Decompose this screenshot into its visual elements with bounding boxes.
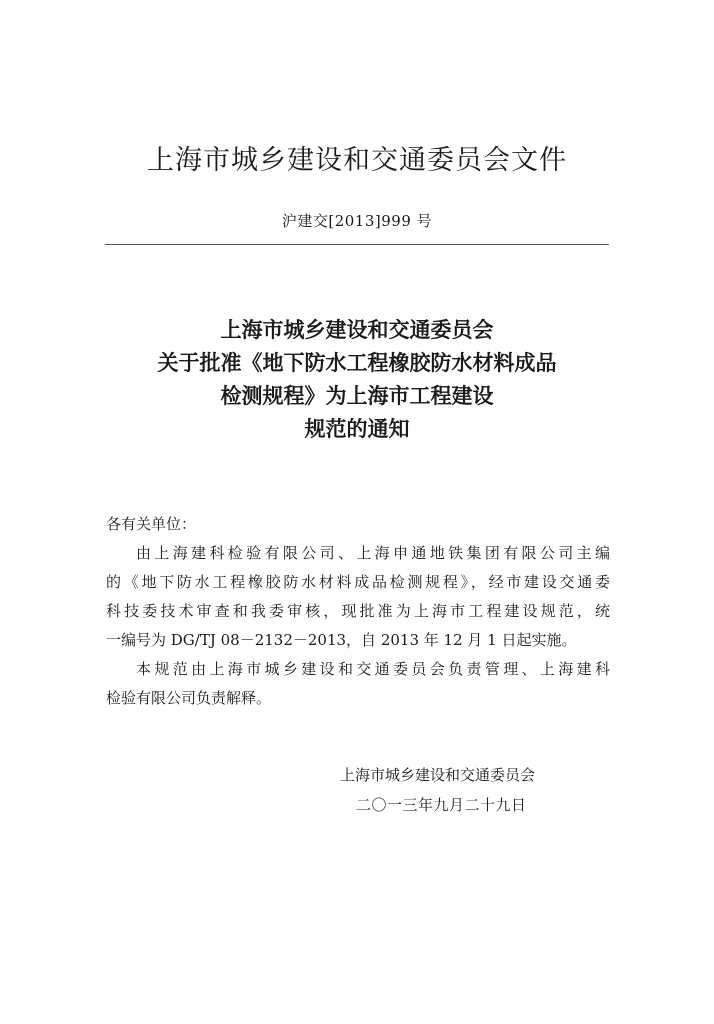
document-header: 上海市城乡建设和交通委员会文件 xyxy=(147,145,567,176)
paragraph-line: 科技委技术审查和我委审核，现批准为上海市工程建设规范，统 xyxy=(106,602,610,620)
notice-title-line: 检测规程》为上海市工程建设 xyxy=(220,384,494,408)
header-divider xyxy=(105,244,609,245)
paragraph-line: 由上海建科检验有限公司、上海申通地铁集团有限公司主编 xyxy=(136,544,610,562)
notice-body xyxy=(106,510,610,713)
paragraph-line: 一编号为 DG/TJ 08－2132－2013，自 2013 年 12 月 1 日起实施。 xyxy=(106,631,577,649)
salutation: 各有关单位： xyxy=(106,515,197,533)
paragraph-management-continued xyxy=(106,684,610,713)
document-number: 沪建交[2013]999 号 xyxy=(281,212,433,230)
issuer-name: 上海市城乡建设和交通委员会 xyxy=(340,766,536,784)
notice-title xyxy=(60,314,654,446)
paragraph-line: 检验有限公司负责解释。 xyxy=(106,689,272,707)
paragraph-approval xyxy=(106,539,610,568)
notice-title-line: 规范的通知 xyxy=(304,417,410,441)
paragraph-line: 本规范由上海市城乡建设和交通委员会负责管理、上海建科 xyxy=(136,660,610,678)
signature-block xyxy=(340,760,600,820)
paragraph-approval-continued xyxy=(106,568,610,655)
paragraph-line: 的《地下防水工程橡胶防水材料成品检测规程》，经市建设交通委 xyxy=(106,573,610,591)
paragraph-management xyxy=(106,655,610,684)
notice-title-line: 关于批准《地下防水工程橡胶防水材料成品 xyxy=(157,351,557,375)
notice-title-line: 上海市城乡建设和交通委员会 xyxy=(220,318,494,342)
issue-date: 二〇一三年九月二十九日 xyxy=(356,796,527,814)
